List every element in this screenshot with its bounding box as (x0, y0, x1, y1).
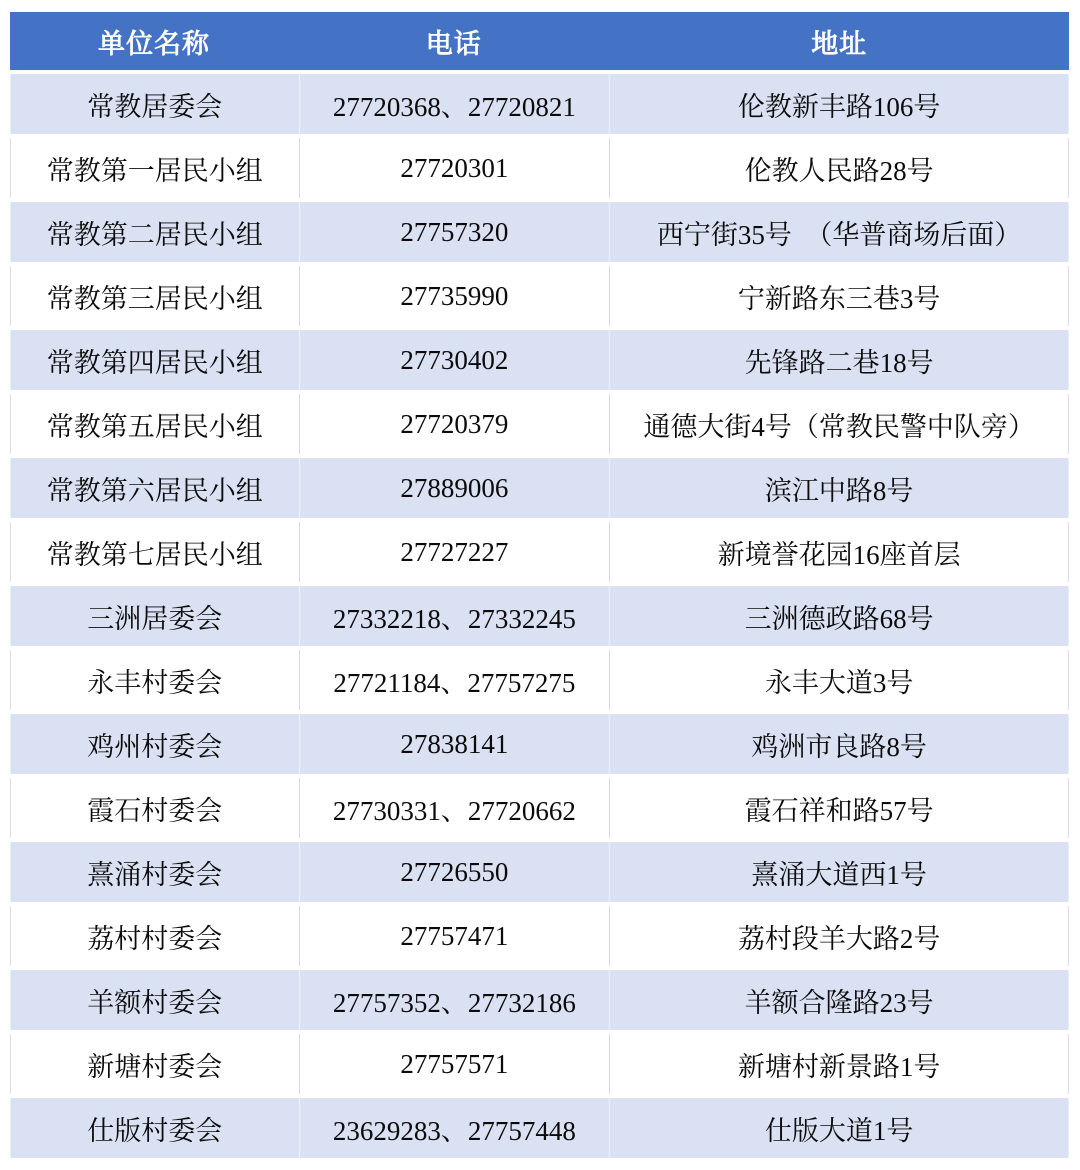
address-cell: 通德大街4号（常教民警中队旁） (609, 394, 1068, 454)
unit-name-cell: 常教第一居民小组 (46, 155, 263, 186)
table-row (10, 330, 1069, 390)
table-row (10, 202, 1069, 262)
unit-name-cell: 荔村村委会 (87, 923, 223, 954)
address-cell: 新境誉花园16座首层 (609, 522, 1068, 582)
address-cell: 熹涌大道西1号 (609, 842, 1068, 902)
phone-cell: 27720301 (299, 138, 610, 198)
table-header-row (10, 12, 1069, 70)
address-cell: 羊额合隆路23号 (609, 970, 1068, 1030)
phone-cell: 27757471 (299, 906, 610, 966)
phone-cell: 27332218、27332245 (299, 586, 610, 646)
contact-table (10, 12, 1069, 1158)
table-row (10, 906, 1069, 966)
phone-cell: 27757571 (299, 1034, 610, 1094)
unit-name-cell: 霞石村委会 (87, 795, 223, 826)
unit-name-cell: 常教第七居民小组 (46, 539, 263, 570)
unit-name-cell: 常教第六居民小组 (46, 475, 263, 506)
table-row (10, 522, 1069, 582)
phone-cell: 27735990 (299, 266, 610, 326)
phone-cell: 27889006 (299, 458, 610, 518)
address-cell: 永丰大道3号 (609, 650, 1068, 710)
table-row (10, 458, 1069, 518)
table-body (10, 74, 1069, 1158)
phone-cell: 27721184、27757275 (299, 650, 610, 710)
unit-name-cell: 常教第四居民小组 (46, 347, 263, 378)
header-address: 地址 (811, 28, 868, 59)
table-row (10, 970, 1069, 1030)
unit-name-cell: 常教居委会 (87, 91, 223, 122)
phone-cell: 27757320 (299, 202, 610, 262)
phone-cell: 27838141 (299, 714, 610, 774)
table-row (10, 74, 1069, 134)
unit-name-cell: 永丰村委会 (87, 667, 223, 698)
address-cell: 伦教人民路28号 (609, 138, 1068, 198)
unit-name-cell: 鸡州村委会 (87, 731, 223, 762)
unit-name-cell: 熹涌村委会 (87, 859, 223, 890)
unit-name-cell: 新塘村委会 (87, 1051, 223, 1082)
table-row (10, 1034, 1069, 1094)
unit-name-cell: 常教第五居民小组 (46, 411, 263, 442)
table-row (10, 138, 1069, 198)
unit-name-cell: 常教第三居民小组 (46, 283, 263, 314)
phone-cell: 23629283、27757448 (299, 1098, 610, 1158)
address-cell: 滨江中路8号 (609, 458, 1068, 518)
address-cell: 鸡洲市良路8号 (609, 714, 1068, 774)
table-row (10, 1098, 1069, 1158)
table-row (10, 714, 1069, 774)
address-cell: 荔村段羊大路2号 (609, 906, 1068, 966)
unit-name-cell: 三洲居委会 (87, 603, 223, 634)
address-cell: 霞石祥和路57号 (609, 778, 1068, 838)
unit-name-cell: 仕版村委会 (87, 1115, 223, 1146)
phone-cell: 27720379 (299, 394, 610, 454)
table-row (10, 842, 1069, 902)
address-cell: 仕版大道1号 (609, 1098, 1068, 1158)
address-cell: 伦教新丰路106号 (609, 74, 1068, 134)
phone-cell: 27727227 (299, 522, 610, 582)
address-cell: 三洲德政路68号 (609, 586, 1068, 646)
address-cell: 先锋路二巷18号 (609, 330, 1068, 390)
table-row (10, 586, 1069, 646)
table-row (10, 266, 1069, 326)
unit-name-cell: 常教第二居民小组 (46, 219, 263, 250)
table-row (10, 650, 1069, 710)
address-cell: 新塘村新景路1号 (609, 1034, 1068, 1094)
table-row (10, 394, 1069, 454)
phone-cell: 27726550 (299, 842, 610, 902)
header-phone: 电话 (425, 28, 482, 59)
phone-cell: 27720368、27720821 (299, 74, 610, 134)
unit-name-cell: 羊额村委会 (87, 987, 223, 1018)
address-cell: 西宁街35号 （华普商场后面） (609, 202, 1068, 262)
phone-cell: 27730402 (299, 330, 610, 390)
phone-cell: 27730331、27720662 (299, 778, 610, 838)
address-cell: 宁新路东三巷3号 (609, 266, 1068, 326)
table-row (10, 778, 1069, 838)
phone-cell: 27757352、27732186 (299, 970, 610, 1030)
header-unit-name: 单位名称 (98, 28, 211, 59)
